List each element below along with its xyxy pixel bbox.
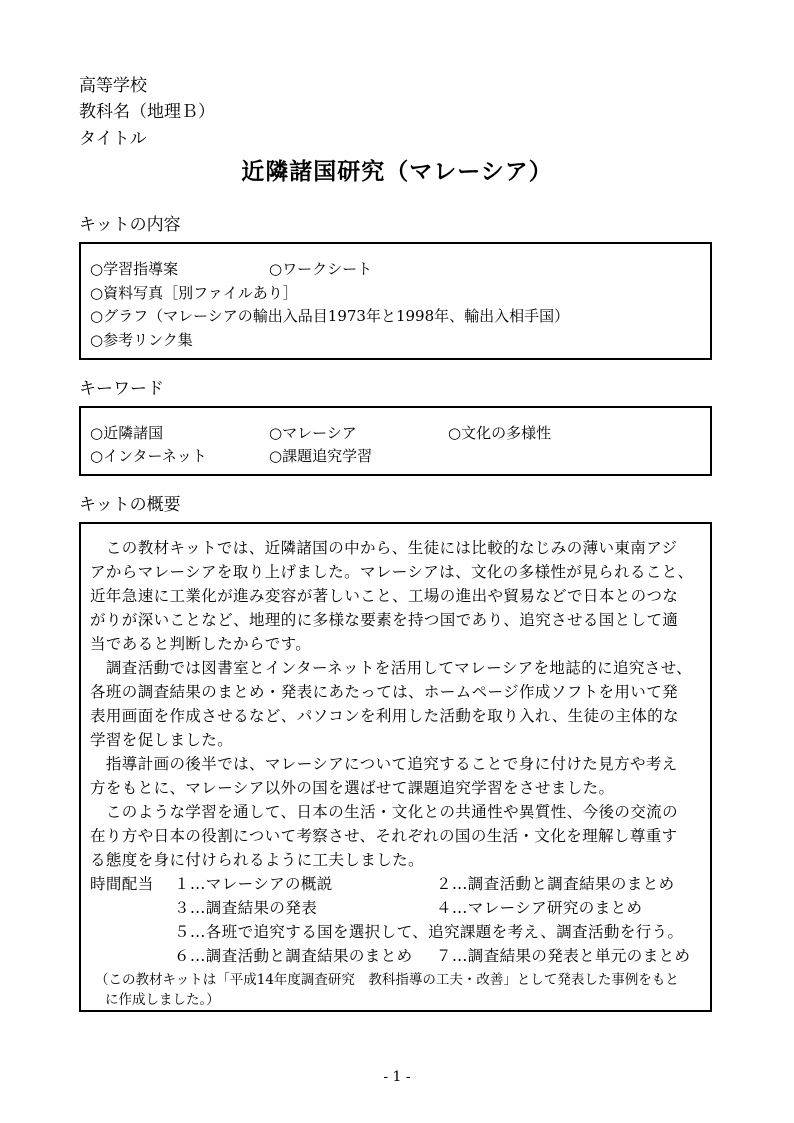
- schedule-item: ５…各班で追究する国を選択して、追究課題を考え、調査活動を行う。: [174, 923, 684, 941]
- kit-item-worksheet: ○ワークシート: [269, 260, 373, 278]
- overview-line: 調査活動では図書室とインターネットを活用してマレーシアを地誌的に追究させ、: [90, 659, 693, 677]
- schedule-item: １…マレーシアの概説: [174, 875, 333, 893]
- overview-note: に作成しました。）: [105, 992, 220, 1008]
- schedule-item: ４…マレーシア研究のまとめ: [436, 899, 643, 917]
- keyword-item: ○近隣諸国: [90, 424, 164, 442]
- schedule-item: ３…調査結果の発表: [174, 899, 318, 917]
- document-title: 近隣諸国研究（マレーシア）: [241, 159, 553, 185]
- overview-line: このような学習を通して、日本の生活・文化との共通性や異質性、今後の交流の: [90, 803, 678, 821]
- overview-line: 方をもとに、マレーシア以外の国を選ばせて課題追究学習をさせました。: [90, 779, 615, 797]
- kit-contents-box: [79, 242, 712, 360]
- overview-line: 各班の調査結果のまとめ・発表にあたっては、ホームページ作成ソフトを用いて発: [90, 683, 678, 701]
- keyword-item: ○マレーシア: [269, 424, 357, 442]
- schedule-item: ７…調査結果の発表と単元のまとめ: [436, 947, 691, 965]
- keyword-item: ○インターネット: [90, 447, 207, 465]
- school-label: 高等学校: [79, 76, 147, 96]
- page-number: - 1 -: [383, 1069, 411, 1085]
- overview-heading: キットの概要: [79, 495, 181, 515]
- overview-line: 近年急速に工業化が進み変容が著しいこと、工場の進出や貿易などで日本とのつな: [90, 587, 679, 605]
- kit-item-photos: ○資料写真［別ファイルあり］: [90, 284, 298, 302]
- keyword-item: ○文化の多様性: [448, 424, 552, 442]
- keywords-box: [79, 406, 712, 476]
- schedule-label: 時間配当: [90, 875, 154, 893]
- subject-label: 教科名（地理Ｂ）: [79, 102, 215, 122]
- overview-box: [79, 522, 712, 1012]
- kit-item-links: ○参考リンク集: [90, 331, 193, 349]
- overview-line: 指導計画の後半では、マレーシアについて追究することで身に付けた見方や考え: [90, 755, 678, 773]
- overview-line: がりが深いことなど、地理的に多様な要素を持つ国であり、追究させる国として適: [90, 611, 679, 629]
- overview-line: 在り方や日本の役割について考察させ、それぞれの国の生活・文化を理解し尊重す: [90, 827, 678, 845]
- kit-contents-heading: キットの内容: [79, 215, 181, 235]
- keyword-item: ○課題追究学習: [269, 447, 373, 465]
- overview-line: 学習を促しました。: [90, 731, 234, 749]
- keywords-heading: キーワード: [79, 379, 164, 399]
- title-label: タイトル: [79, 129, 147, 149]
- overview-line: アからマレーシアを取り上げました。マレーシアは、文化の多様性が見られること、: [90, 563, 694, 581]
- schedule-item: ２…調査活動と調査結果のまとめ: [436, 875, 675, 893]
- overview-line: る態度を身に付けられるように工夫しました。: [90, 851, 424, 869]
- kit-item-graphs: ○グラフ（マレーシアの輸出入品目1973年と1998年、輸出入相手国）: [90, 307, 570, 325]
- kit-item-lesson-plan: ○学習指導案: [90, 260, 179, 278]
- overview-line: 表用画面を作成させるなど、パソコンを利用した活動を取り入れ、生徒の主体的な: [90, 707, 679, 725]
- overview-note: （この教材キットは「平成14年度調査研究 教科指導の工夫・改善」として発表した事例をもと: [95, 972, 679, 988]
- schedule-item: ６…調査活動と調査結果のまとめ: [174, 947, 413, 965]
- overview-line: 当であると判断したからです。: [90, 635, 312, 653]
- overview-line: この教材キットでは、近隣諸国の中から、生徒には比較的なじみの薄い東南アジ: [90, 539, 678, 557]
